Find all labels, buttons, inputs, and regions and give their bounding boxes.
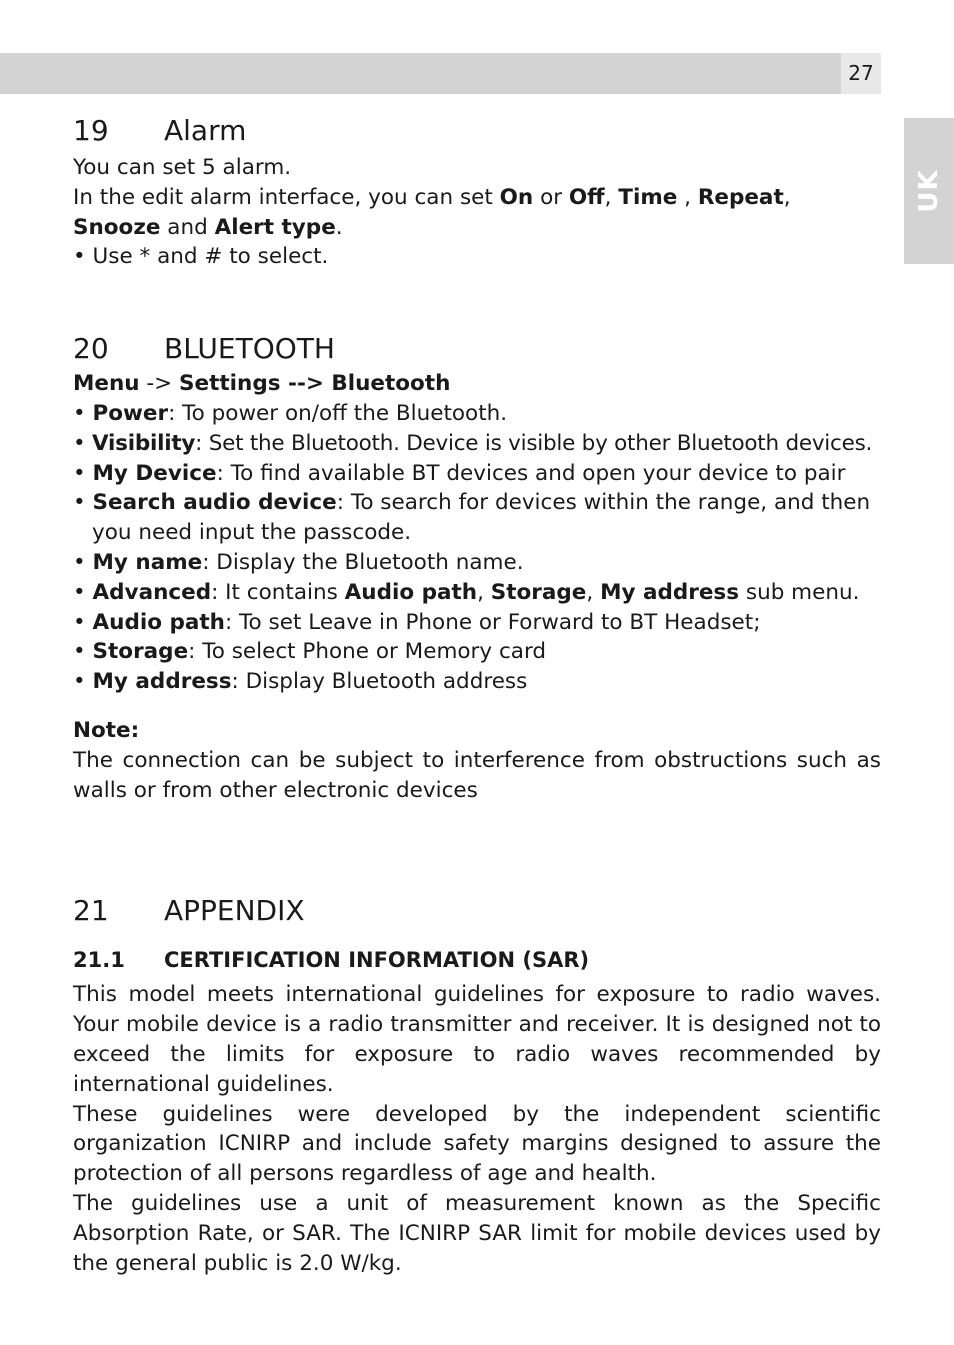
- subsection-heading-sar: 21.1 CERTIFICATION INFORMATION (SAR): [73, 948, 590, 973]
- alarm-intro: You can set 5 alarm.: [73, 155, 292, 180]
- sar-paragraph: The guidelines use a unit of measurement known as the Specific Absorption Rate, or SAR. The ICNIRP SAR limit for mobile devices used by the general public is 2.0 W/kg.: [73, 1190, 881, 1276]
- list-item: • Search audio device: To search for devices within the range, and then you need input the passcode.: [73, 488, 881, 548]
- list-item: • Visibility: Set the Bluetooth. Device is visible by other Bluetooth devices.: [73, 429, 881, 459]
- list-item: • Advanced: It contains Audio path, Storage, My address sub menu.: [73, 578, 881, 608]
- alarm-bullets: [73, 242, 881, 272]
- note-label: Note:: [73, 717, 140, 743]
- list-item: • Audio path: To set Leave in Phone or Forward to BT Headset;: [73, 608, 881, 638]
- section-heading-appendix: 21 APPENDIX: [73, 894, 305, 928]
- list-item: • My address: Display Bluetooth address: [73, 667, 881, 697]
- section-heading-alarm: 19 Alarm: [73, 114, 247, 147]
- language-tab: [904, 118, 954, 264]
- note-text: The connection can be subject to interference from obstructions such as walls or from other electronic devices: [73, 747, 881, 803]
- sar-paragraph: This model meets international guidelines for exposure to radio waves. Your mobile device is a radio transmitter and receiver. It is designed not to exceed the limits for exposure to radio waves recommended by international guidelines.: [73, 982, 881, 1097]
- page-number: 27: [841, 53, 881, 94]
- page-content: [73, 111, 881, 1278]
- header-bar: [0, 53, 841, 94]
- list-item: • My name: Display the Bluetooth name.: [73, 548, 881, 578]
- list-item: • Power: To power on/off the Bluetooth.: [73, 399, 881, 429]
- list-item: • Use * and # to select.: [73, 242, 881, 272]
- bluetooth-menu-path: Menu -> Settings --> Bluetooth: [73, 371, 451, 397]
- alarm-settings-text: In the edit alarm interface, you can set On or Off, Time , Repeat, Snooze and Alert type.: [73, 184, 791, 240]
- bluetooth-items: [73, 399, 881, 697]
- language-tab-label: UK: [914, 169, 944, 213]
- list-item: • Storage: To select Phone or Memory card: [73, 637, 881, 667]
- section-heading-bluetooth: 20 BLUETOOTH: [73, 332, 335, 366]
- sar-paragraph: These guidelines were developed by the independent scientific organization ICNIRP and include safety margins designed to assure the protection of all persons regardless of age and health.: [73, 1101, 881, 1187]
- list-item: • My Device: To find available BT devices and open your device to pair: [73, 459, 881, 489]
